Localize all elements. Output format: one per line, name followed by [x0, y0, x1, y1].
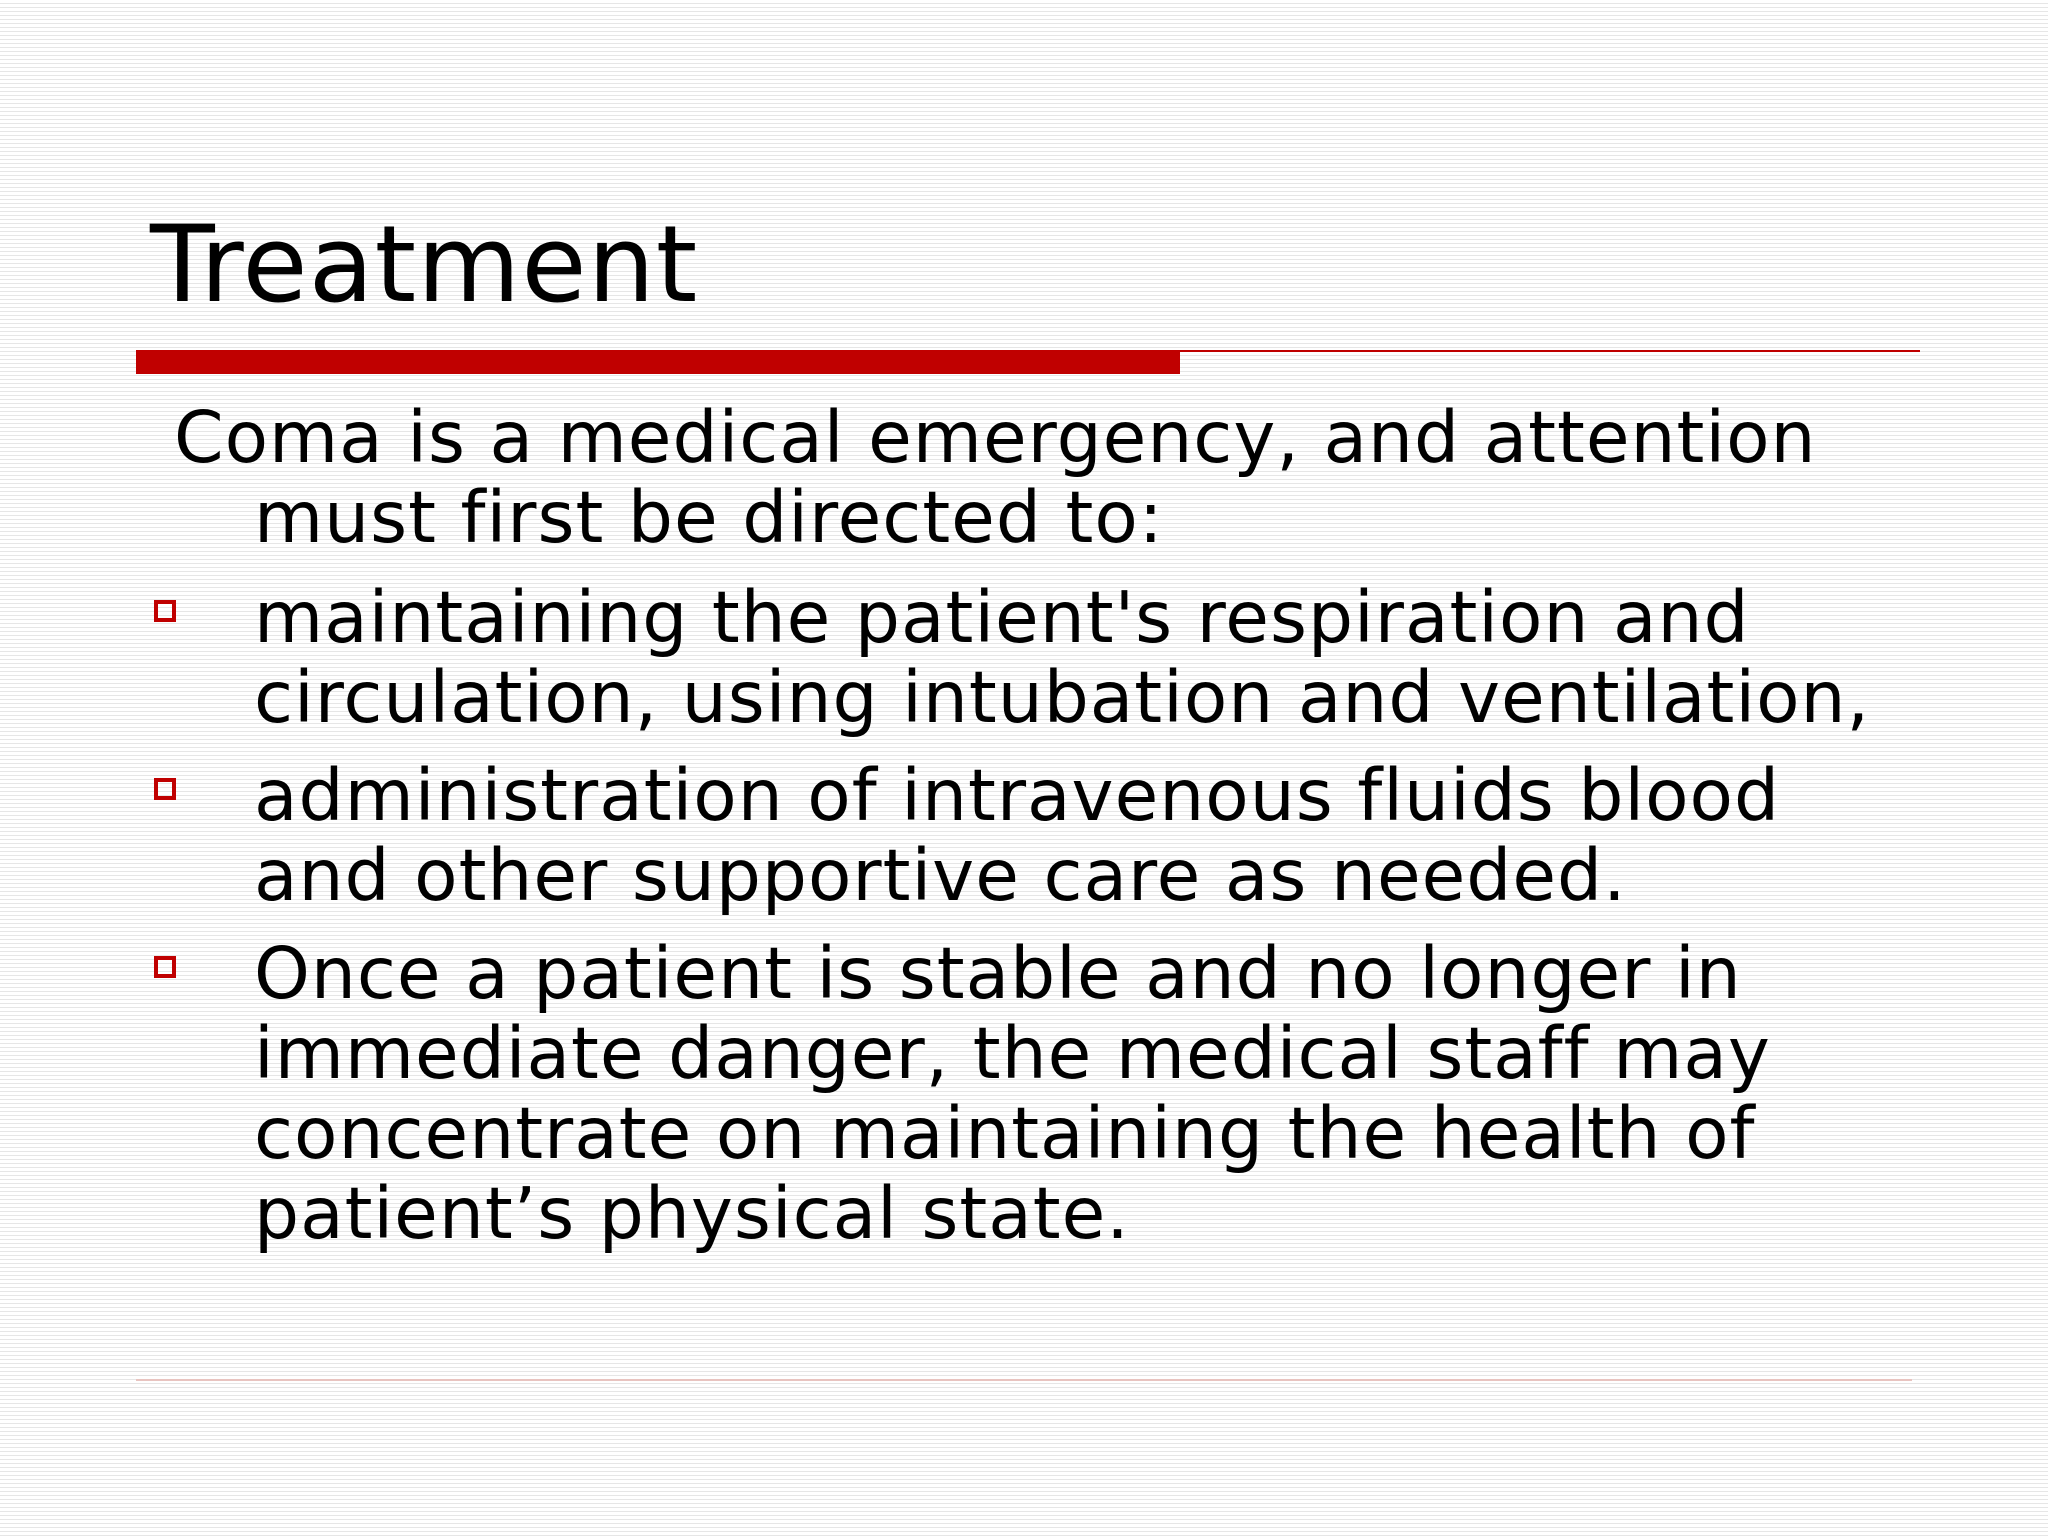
bullet-line: maintaining the patient's respiration and [254, 576, 1750, 659]
intro-line-2: must first be directed to: [254, 476, 1164, 559]
bullet-line: immediate danger, the medical staff may [254, 1012, 1771, 1095]
hollow-square-bullet-icon [154, 956, 176, 978]
bullet-text [254, 934, 1950, 1254]
bullet-line: and other supportive care as needed. [254, 834, 1627, 917]
intro-paragraph [174, 398, 1954, 558]
bullet-list [150, 578, 1950, 1272]
bullet-line: circulation, using intubation and ventilation, [254, 656, 1871, 739]
hollow-square-bullet-icon [154, 778, 176, 800]
bullet-text [254, 756, 1950, 916]
footer-divider [136, 1379, 1912, 1381]
intro-line-1: Coma is a medical emergency, and attention [174, 396, 1817, 479]
bullet-line: Once a patient is stable and no longer in [254, 932, 1742, 1015]
bullet-item-fluids [150, 756, 1950, 916]
bullet-text [254, 578, 1950, 738]
bullet-line: administration of intravenous fluids blood [254, 754, 1781, 837]
bullet-line: concentrate on maintaining the health of [254, 1092, 1756, 1175]
bullet-line: patient’s physical state. [254, 1172, 1130, 1255]
bullet-item-respiration [150, 578, 1950, 738]
slide-title: Treatment [150, 203, 699, 326]
hollow-square-bullet-icon [154, 600, 176, 622]
title-underline-thin [1180, 350, 1920, 352]
title-underline-thick [136, 350, 1180, 374]
bullet-item-stable-patient [150, 934, 1950, 1254]
